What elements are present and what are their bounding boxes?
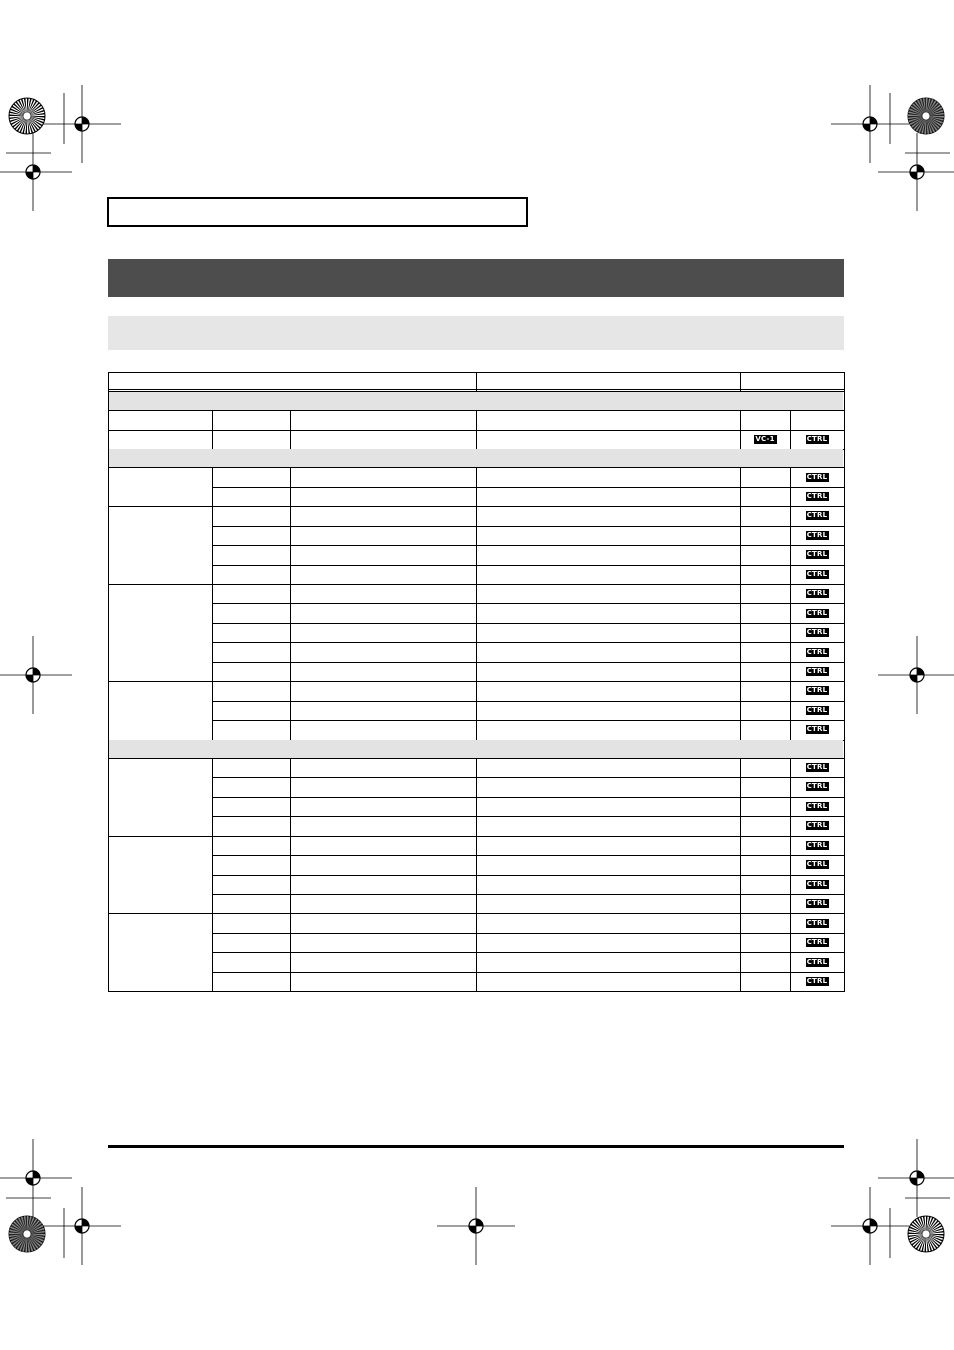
badge-cell — [790, 526, 844, 545]
crop-mark — [5, 152, 52, 154]
badge-cell — [740, 584, 790, 603]
badge-cell — [740, 642, 790, 661]
table-cell — [476, 681, 740, 700]
ctrl-badge: CTRL — [806, 686, 828, 695]
ctrl-badge: CTRL — [806, 879, 828, 888]
footer-rule — [108, 1145, 844, 1148]
table-cell — [212, 623, 290, 642]
badge-cell — [740, 410, 790, 429]
ctrl-badge: CTRL — [806, 976, 828, 985]
table-cell — [290, 467, 476, 486]
table-cell — [290, 526, 476, 545]
table-cell — [290, 777, 476, 796]
badge-cell — [740, 662, 790, 681]
badge-cell — [790, 972, 844, 991]
table-cell — [290, 797, 476, 816]
registration-target-icon — [831, 1187, 909, 1265]
table-cell — [212, 758, 290, 777]
badge-cell — [740, 681, 790, 700]
badge-cell — [740, 777, 790, 796]
table-rule — [790, 836, 791, 914]
table-cell — [290, 603, 476, 622]
ctrl-badge: CTRL — [806, 860, 828, 869]
table-cell — [476, 758, 740, 777]
header-double-rule — [108, 389, 845, 390]
table-cell — [476, 797, 740, 816]
group-label-cell — [108, 836, 212, 914]
table-cell — [476, 506, 740, 525]
table-rule — [790, 506, 791, 584]
table-cell — [476, 545, 740, 564]
table-cell — [476, 894, 740, 913]
badge-cell — [740, 603, 790, 622]
table-cell — [212, 701, 290, 720]
group-label-cell — [108, 681, 212, 739]
subtitle-bar — [108, 316, 844, 350]
group-rule — [108, 991, 845, 992]
ctrl-badge: CTRL — [806, 434, 828, 443]
badge-cell — [740, 467, 790, 486]
vc-1-badge: VC-1 — [755, 434, 775, 443]
badge-cell — [740, 972, 790, 991]
badge-cell — [740, 565, 790, 584]
crop-mark — [5, 1197, 52, 1199]
table-rule — [290, 584, 291, 681]
group-label-cell — [108, 913, 212, 991]
badge-cell — [740, 506, 790, 525]
table-rule — [740, 372, 741, 391]
ctrl-badge: CTRL — [806, 801, 828, 810]
table-cell — [290, 720, 476, 739]
table-rule — [290, 913, 291, 991]
table-rule — [212, 506, 213, 584]
table-cell — [212, 972, 290, 991]
table-cell — [212, 816, 290, 835]
table-cell — [212, 410, 290, 429]
table-cell — [212, 526, 290, 545]
table-cell — [212, 797, 290, 816]
ctrl-badge: CTRL — [806, 705, 828, 714]
table-cell — [212, 933, 290, 952]
table-cell — [290, 506, 476, 525]
ctrl-badge: CTRL — [806, 530, 828, 539]
table-cell — [290, 701, 476, 720]
badge-cell — [790, 545, 844, 564]
badge-cell — [790, 875, 844, 894]
badge-cell — [790, 584, 844, 603]
table-rule — [212, 467, 213, 506]
ctrl-badge: CTRL — [806, 918, 828, 927]
ctrl-badge: CTRL — [806, 550, 828, 559]
badge-cell — [740, 894, 790, 913]
table-rule — [476, 913, 477, 991]
ctrl-badge: CTRL — [806, 472, 828, 481]
badge-cell — [740, 545, 790, 564]
table-cell — [476, 972, 740, 991]
table-cell — [476, 467, 740, 486]
starburst-target-icon — [8, 97, 46, 135]
column-header — [108, 372, 476, 391]
crop-mark — [63, 1207, 65, 1259]
starburst-target-icon — [907, 97, 945, 135]
table-cell — [290, 662, 476, 681]
table-cell — [212, 603, 290, 622]
badge-cell — [790, 603, 844, 622]
crop-mark — [904, 152, 951, 154]
ctrl-badge: CTRL — [806, 647, 828, 656]
badge-cell — [790, 701, 844, 720]
table-cell — [290, 894, 476, 913]
table-cell — [476, 410, 740, 429]
badge-cell — [790, 681, 844, 700]
crop-mark — [889, 1207, 891, 1259]
table-rule — [790, 913, 791, 991]
section-band — [109, 392, 843, 410]
table-cell — [476, 584, 740, 603]
table-cell — [476, 952, 740, 971]
table-cell — [290, 952, 476, 971]
table-cell — [476, 565, 740, 584]
badge-cell — [790, 623, 844, 642]
table-cell — [212, 662, 290, 681]
crop-mark — [63, 92, 65, 145]
badge-cell — [740, 720, 790, 739]
badge-cell — [790, 410, 844, 429]
badge-cell — [790, 952, 844, 971]
badge-cell — [790, 797, 844, 816]
registration-target-icon — [0, 636, 72, 714]
table-cell — [476, 836, 740, 855]
table-cell — [476, 701, 740, 720]
group-label-cell — [108, 584, 212, 681]
ctrl-badge: CTRL — [806, 491, 828, 500]
table-cell — [290, 642, 476, 661]
badge-cell — [790, 777, 844, 796]
registration-target-icon — [43, 1187, 121, 1265]
table-cell — [290, 855, 476, 874]
table-cell — [476, 933, 740, 952]
table-cell — [290, 875, 476, 894]
badge-cell — [790, 662, 844, 681]
table-rule — [740, 430, 741, 449]
badge-cell — [740, 797, 790, 816]
table-cell — [290, 758, 476, 777]
table-rule — [212, 836, 213, 914]
column-header — [740, 372, 844, 391]
table-rule — [740, 836, 741, 914]
table-cell — [212, 855, 290, 874]
table-rule — [476, 836, 477, 914]
table-cell — [212, 913, 290, 932]
badge-cell — [740, 701, 790, 720]
table-rule — [740, 584, 741, 681]
table-rule — [790, 584, 791, 681]
badge-cell — [740, 816, 790, 835]
table-cell — [290, 681, 476, 700]
table-cell — [212, 545, 290, 564]
badge-cell — [790, 816, 844, 835]
crop-mark — [904, 1197, 951, 1199]
table-cell — [476, 855, 740, 874]
table-rule — [290, 430, 291, 449]
table-cell — [476, 777, 740, 796]
table-cell — [476, 913, 740, 932]
registration-target-icon — [0, 133, 72, 211]
table-rule — [476, 681, 477, 739]
table-left-border — [108, 372, 109, 992]
table-cell — [212, 720, 290, 739]
column-header — [476, 372, 740, 391]
table-rule — [476, 467, 477, 506]
table-rule — [290, 681, 291, 739]
starburst-target-icon — [907, 1215, 945, 1253]
table-rule — [790, 758, 791, 836]
table-rule — [740, 506, 741, 584]
section-band — [109, 449, 843, 467]
table-cell — [290, 623, 476, 642]
table-cell — [212, 681, 290, 700]
table-rule — [740, 467, 741, 506]
table-cell — [290, 545, 476, 564]
table-cell — [212, 487, 290, 506]
badge-cell — [790, 487, 844, 506]
table-cell — [212, 777, 290, 796]
table-cell — [212, 584, 290, 603]
table-cell — [290, 972, 476, 991]
table-rule — [212, 430, 213, 449]
table-rule — [290, 758, 291, 836]
table-cell — [212, 875, 290, 894]
ctrl-badge: CTRL — [806, 589, 828, 598]
table-rule — [740, 758, 741, 836]
table-rule — [740, 410, 741, 429]
table-rule — [290, 410, 291, 429]
registration-target-icon — [437, 1187, 515, 1265]
table-rule — [476, 372, 477, 391]
table-cell — [212, 467, 290, 486]
badge-cell — [740, 623, 790, 642]
badge-cell — [790, 506, 844, 525]
table-rule — [740, 913, 741, 991]
ctrl-badge: CTRL — [806, 938, 828, 947]
group-label-cell — [108, 758, 212, 836]
table-rule — [790, 430, 791, 449]
ctrl-badge: CTRL — [806, 511, 828, 520]
badge-cell — [740, 875, 790, 894]
table-cell — [290, 933, 476, 952]
table-cell — [476, 430, 740, 449]
table-cell — [476, 642, 740, 661]
table-cell — [290, 913, 476, 932]
table-cell — [212, 565, 290, 584]
table-cell — [212, 952, 290, 971]
group-label-cell — [108, 506, 212, 584]
badge-cell — [740, 913, 790, 932]
table-cell — [476, 603, 740, 622]
table-rule — [476, 430, 477, 449]
table-cell — [290, 410, 476, 429]
table-right-border — [844, 372, 845, 992]
badge-cell — [740, 487, 790, 506]
ctrl-badge: CTRL — [806, 725, 828, 734]
table-rule — [212, 410, 213, 429]
table-cell — [476, 487, 740, 506]
table-cell — [212, 506, 290, 525]
table-cell — [476, 662, 740, 681]
table-cell — [290, 430, 476, 449]
table-rule — [290, 506, 291, 584]
table-rule — [790, 410, 791, 429]
table-cell — [476, 526, 740, 545]
table-cell — [476, 623, 740, 642]
table-cell — [290, 816, 476, 835]
table-cell — [212, 836, 290, 855]
badge-cell — [790, 642, 844, 661]
table-rule — [290, 836, 291, 914]
badge-cell — [790, 467, 844, 486]
header-box — [107, 197, 528, 227]
table-cell — [476, 720, 740, 739]
badge-cell — [740, 758, 790, 777]
badge-cell — [790, 430, 844, 449]
table-rule — [790, 467, 791, 506]
table-cell — [476, 875, 740, 894]
badge-cell — [790, 855, 844, 874]
ctrl-badge: CTRL — [806, 899, 828, 908]
table-rule — [212, 584, 213, 681]
ctrl-badge: CTRL — [806, 628, 828, 637]
registration-target-icon — [878, 636, 954, 714]
group-label-cell — [108, 410, 212, 429]
ctrl-badge: CTRL — [806, 957, 828, 966]
table-cell — [212, 642, 290, 661]
table-rule — [476, 758, 477, 836]
ctrl-badge: CTRL — [806, 608, 828, 617]
title-bar — [108, 259, 844, 297]
table-rule — [212, 681, 213, 739]
table-rule — [740, 681, 741, 739]
table-rule — [290, 467, 291, 506]
section-band — [109, 740, 843, 758]
table-cell — [290, 487, 476, 506]
table-cell — [476, 816, 740, 835]
crop-mark — [889, 92, 891, 145]
table-rule — [476, 410, 477, 429]
table-cell — [212, 430, 290, 449]
badge-cell — [790, 894, 844, 913]
ctrl-badge: CTRL — [806, 782, 828, 791]
badge-cell — [740, 430, 790, 449]
badge-cell — [740, 836, 790, 855]
table-rule — [212, 758, 213, 836]
table-rule — [476, 584, 477, 681]
ctrl-badge: CTRL — [806, 821, 828, 830]
badge-cell — [790, 565, 844, 584]
ctrl-badge: CTRL — [806, 763, 828, 772]
table-cell — [290, 565, 476, 584]
ctrl-badge: CTRL — [806, 569, 828, 578]
table-cell — [290, 836, 476, 855]
starburst-target-icon — [8, 1215, 46, 1253]
badge-cell — [790, 720, 844, 739]
table-rule — [476, 506, 477, 584]
badge-cell — [740, 933, 790, 952]
badge-cell — [790, 758, 844, 777]
group-label-cell — [108, 467, 212, 506]
badge-cell — [790, 836, 844, 855]
table-rule — [212, 913, 213, 991]
badge-cell — [790, 933, 844, 952]
ctrl-badge: CTRL — [806, 667, 828, 676]
group-label-cell — [108, 430, 212, 449]
table-cell — [290, 584, 476, 603]
badge-cell — [740, 855, 790, 874]
badge-cell — [790, 913, 844, 932]
table-cell — [212, 894, 290, 913]
ctrl-badge: CTRL — [806, 840, 828, 849]
badge-cell — [740, 952, 790, 971]
badge-cell — [740, 526, 790, 545]
table-rule — [790, 681, 791, 739]
